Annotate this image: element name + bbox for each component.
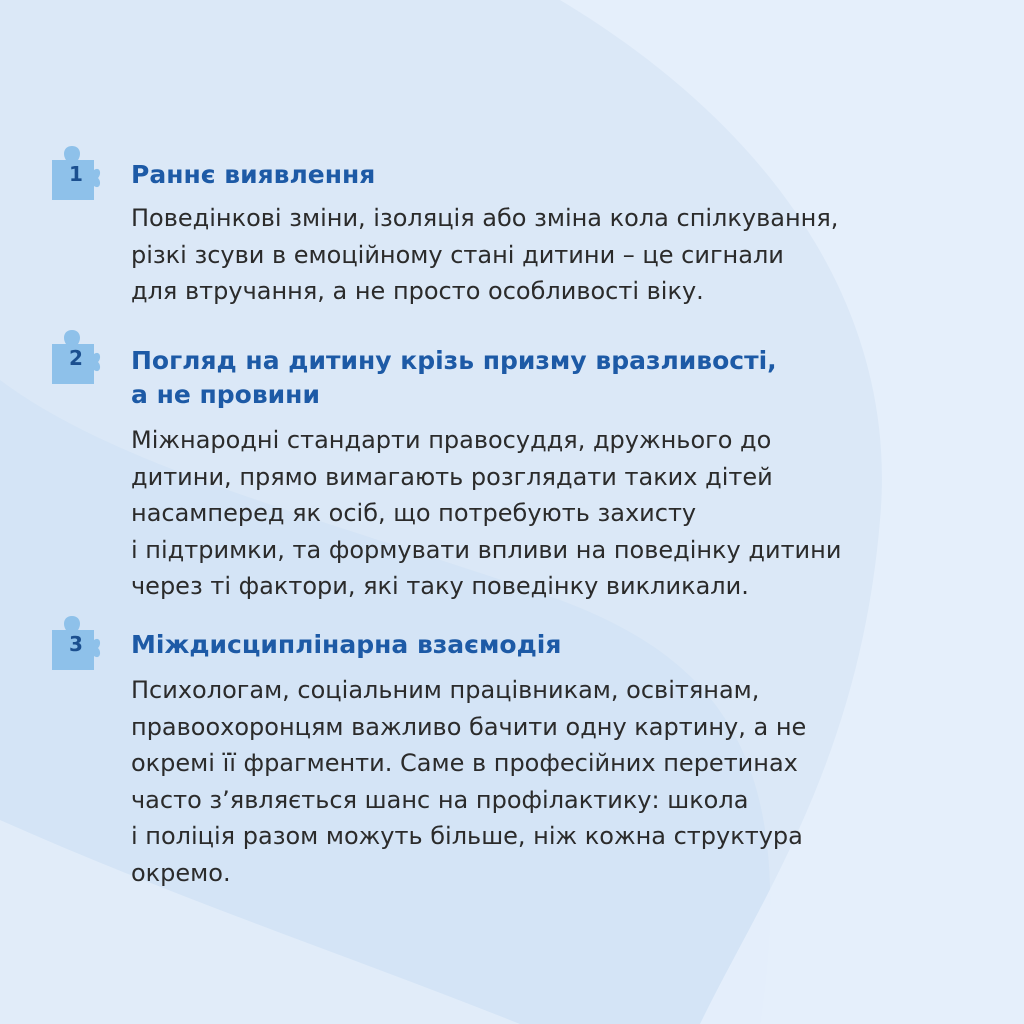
number-label: 3 — [69, 632, 83, 656]
number-badge-3 — [50, 612, 102, 672]
item-title: Погляд на дитину крізь призму вразливості, а не провини — [131, 346, 777, 409]
number-badge-2 — [50, 326, 102, 386]
item-text: Психологам, соціальним працівникам, освітянам, правоохоронцям важливо бачити одну картину, а не окремі її фрагменти. Саме в професійних перетинах часто з’являється шанс на профілактику: школа і поліція разом можуть більше, ніж кожна структура окремо. — [131, 676, 807, 887]
item-title: Міждисциплінарна взаємодія — [131, 630, 562, 659]
item-text: Міжнародні стандарти правосуддя, дружнього до дитини, прямо вимагають розглядати таких дітей насамперед як осіб, що потребують захисту і підтримки, та формувати впливи на поведінку дитини через ті фактори, які таку поведінку викликали. — [131, 426, 842, 600]
number-badge-1 — [50, 142, 102, 202]
item-text: Поведінкові зміни, ізоляція або зміна кола спілкування, різкі зсуви в емоційному стані дитини – це сигнали для втручання, а не просто особливості віку. — [131, 204, 839, 305]
number-label: 1 — [69, 162, 83, 186]
item-title: Раннє виявлення — [131, 160, 376, 189]
number-label: 2 — [69, 346, 83, 370]
